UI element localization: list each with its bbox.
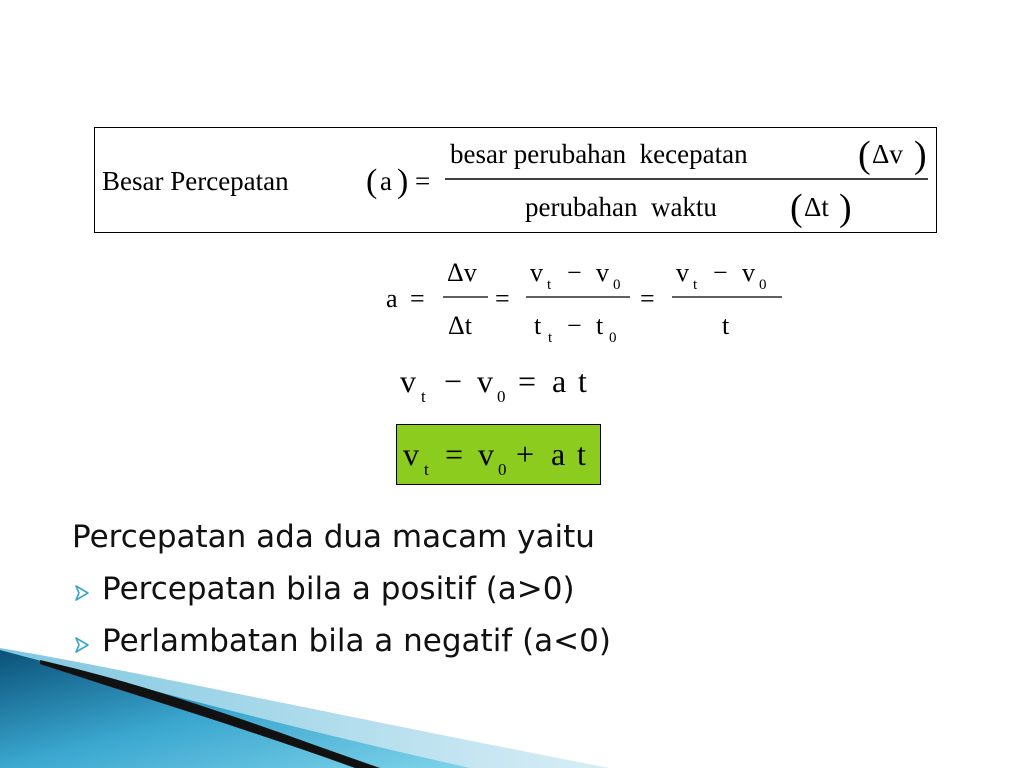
deriv-dv: Δv bbox=[447, 258, 477, 287]
definition-lhs: Besar Percepatan bbox=[102, 166, 289, 196]
deriv-num3-minus: − bbox=[713, 258, 728, 287]
deriv-den2-t0: t bbox=[596, 311, 604, 340]
deriv-num2-v0: v bbox=[596, 258, 609, 287]
rearr-equals: = bbox=[518, 363, 537, 399]
deriv-den2-t: t bbox=[534, 311, 542, 340]
rearr-t: t bbox=[578, 363, 587, 399]
final-equals: = bbox=[445, 436, 464, 472]
deriv-num3-v: v bbox=[676, 258, 689, 287]
final-sub-t: t bbox=[424, 460, 429, 479]
rearr-v: v bbox=[400, 363, 416, 399]
deriv-num2-sub-t: t bbox=[547, 277, 552, 293]
definition-denominator: perubahan waktu bbox=[525, 192, 717, 222]
definition-lhs-close-paren: ) bbox=[397, 163, 409, 200]
deriv-num2-sub-0: 0 bbox=[613, 277, 621, 293]
list-item-negative: Perlambatan bila a negatif (a<0) bbox=[102, 623, 611, 659]
final-v0: v bbox=[478, 436, 494, 472]
final-plus: + bbox=[516, 436, 535, 472]
deriv-num3-sub-t: t bbox=[693, 277, 698, 293]
deriv-den2-sub-0: 0 bbox=[609, 330, 617, 346]
definition-denominator-close-paren: ) bbox=[839, 187, 852, 229]
rearr-sub-t: t bbox=[421, 387, 426, 406]
deriv-a: a bbox=[386, 284, 398, 313]
deriv-num2-v: v bbox=[530, 258, 543, 287]
definition-denominator-open-paren: ( bbox=[790, 187, 803, 229]
final-sub-0: 0 bbox=[498, 460, 507, 479]
deriv-num2-minus: − bbox=[567, 258, 582, 287]
rearr-v0: v bbox=[477, 363, 493, 399]
bullet-arrow-icon bbox=[72, 582, 94, 604]
rearr-sub-0: 0 bbox=[497, 387, 506, 406]
definition-denominator-symbol: Δt bbox=[804, 192, 829, 222]
definition-numerator-symbol: Δv bbox=[872, 139, 903, 169]
definition-numerator-close-paren: ) bbox=[914, 134, 927, 176]
derivation-equation bbox=[386, 258, 782, 346]
definition-lhs-open-paren: ( bbox=[366, 163, 378, 200]
deriv-den3-t: t bbox=[722, 311, 730, 340]
final-v: v bbox=[403, 436, 419, 472]
final-t: t bbox=[577, 436, 586, 472]
rearr-a: a bbox=[552, 363, 567, 399]
bullet-arrow-icon bbox=[72, 634, 94, 656]
deriv-den2-sub-t: t bbox=[548, 330, 553, 346]
final-a: a bbox=[551, 436, 566, 472]
deriv-num3-v0: v bbox=[742, 258, 755, 287]
rearr-minus: − bbox=[444, 363, 463, 399]
deriv-eq1: = bbox=[410, 284, 425, 313]
deriv-eq3: = bbox=[640, 284, 655, 313]
deriv-num3-sub-0: 0 bbox=[759, 277, 767, 293]
definition-lhs-symbol: a bbox=[380, 166, 392, 196]
definition-equals: = bbox=[415, 166, 431, 196]
intro-text: Percepatan ada dua macam yaitu bbox=[72, 519, 595, 555]
definition-numerator-open-paren: ( bbox=[858, 134, 871, 176]
rearranged-equation bbox=[400, 363, 587, 406]
deriv-dt: Δt bbox=[448, 311, 472, 340]
list-item-positive: Percepatan bila a positif (a>0) bbox=[102, 571, 575, 607]
deriv-eq2: = bbox=[495, 284, 510, 313]
deriv-den2-minus: − bbox=[567, 311, 582, 340]
definition-numerator: besar perubahan kecepatan bbox=[450, 139, 748, 169]
